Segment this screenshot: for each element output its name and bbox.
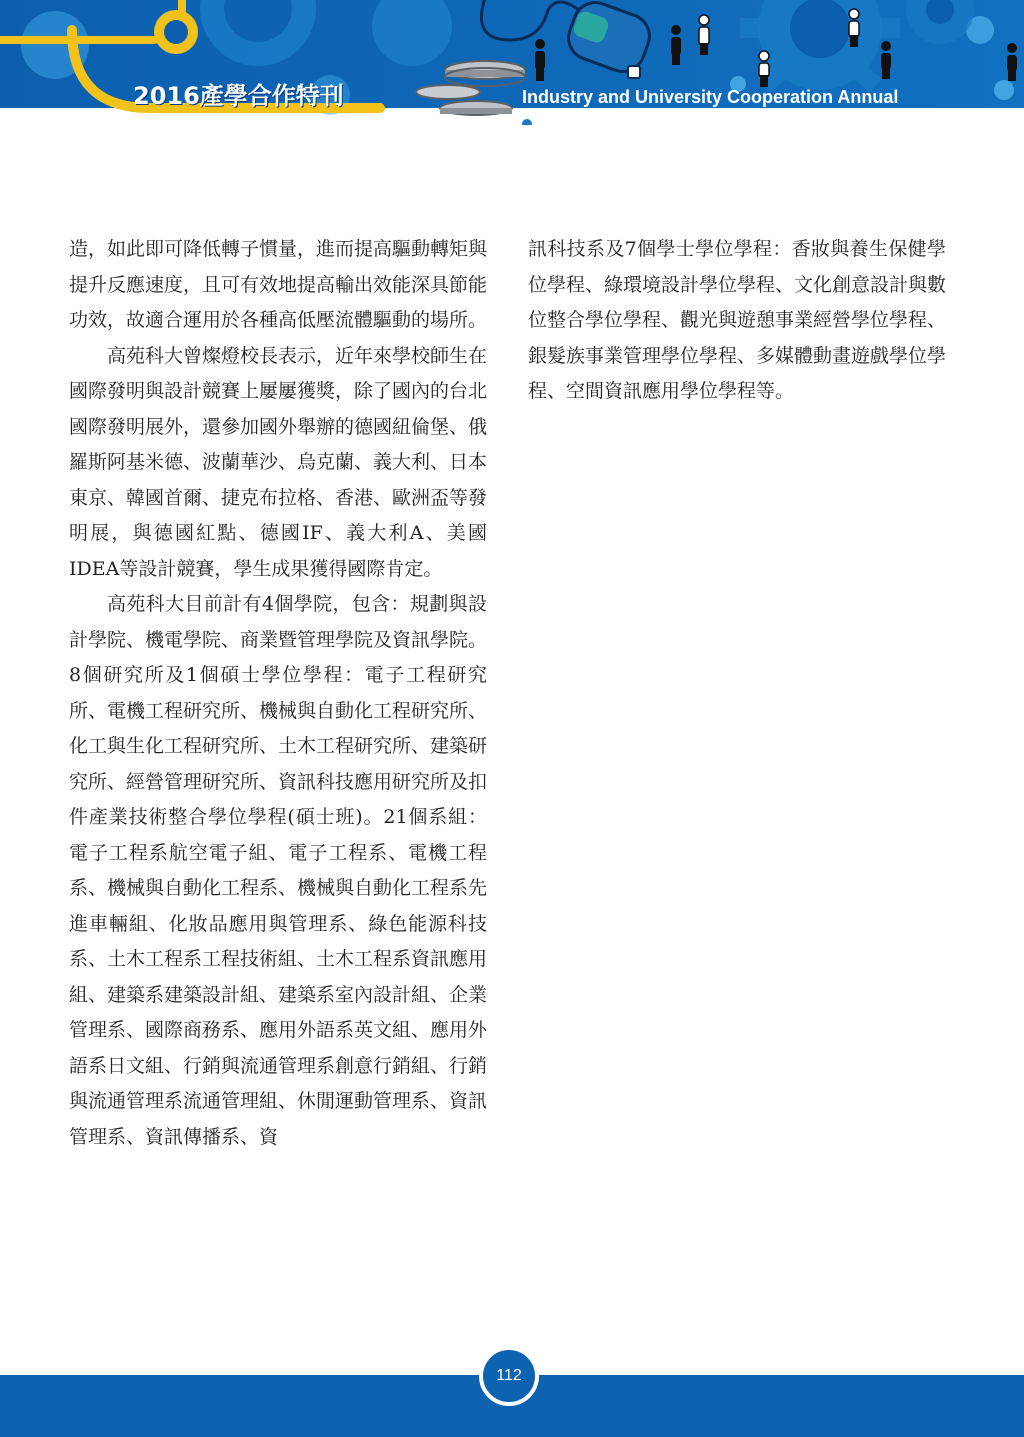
- page-number: 112: [496, 1367, 522, 1384]
- publication-title: 2016產學合作特刊: [133, 82, 344, 110]
- paragraph: 高苑科大曾燦燈校長表示，近年來學校師生在國際發明與設計競賽上屢屢獲獎，除了國內的台北國際發明展外，還參加國外舉辦的德國紐倫堡、俄羅斯阿基米德、波蘭華沙、烏克蘭、義大利、日本東京、韓國首爾、捷克布拉格、香港、歐洲盃等發明展，與德國紅點、德國IF、義大利A、美國IDEA等設計競賽，學生成果獲得國際肯定。: [69, 344, 488, 580]
- page-number-badge: [479, 1346, 539, 1406]
- publication-title-english: Industry and University Cooperation Annual: [522, 87, 899, 107]
- right-column: [528, 232, 946, 410]
- paragraph: 訊科技系及7個學士學位學程：香妝與養生保健學位學程、綠環境設計學位學程、文化創意設計與數位整合學位學程、觀光與遊憩事業經營學位學程、銀髮族事業管理學位學程、多媒體動畫遊戲學位學程、空間資訊應用學位學程等。: [528, 238, 947, 402]
- header-banner: [0, 0, 1024, 125]
- left-column: [69, 232, 487, 1155]
- paragraph: 造，如此即可降低轉子慣量，進而提高驅動轉矩與提升反應速度，且可有效地提高輸出效能深具節能功效，故適合運用於各種高低壓流體驅動的場所。: [69, 238, 488, 331]
- paragraph: 高苑科大目前計有4個學院，包含：規劃與設計學院、機電學院、商業暨管理學院及資訊學院。8個研究所及1個碩士學位學程：電子工程研究所、電機工程研究所、機械與自動化工程研究所、化工與生化工程研究所、土木工程研究所、建築研究所、經營管理研究所、資訊科技應用研究所及扣件產業技術整合學位學程(碩士班)。21個系組：電子工程系航空電子組、電子工程系、電機工程系、機械與自動化工程系、機械與自動化工程系先進車輛組、化妝品應用與管理系、綠色能源科技系、土木工程系工程技術組、土木工程系資訊應用組、建築系建築設計組、建築系室內設計組、企業管理系、國際商務系、應用外語系英文組、應用外語系日文組、行銷與流通管理系創意行銷組、行銷與流通管理系流通管理組、休閒運動管理系、資訊管理系、資訊傳播系、資: [69, 593, 488, 1148]
